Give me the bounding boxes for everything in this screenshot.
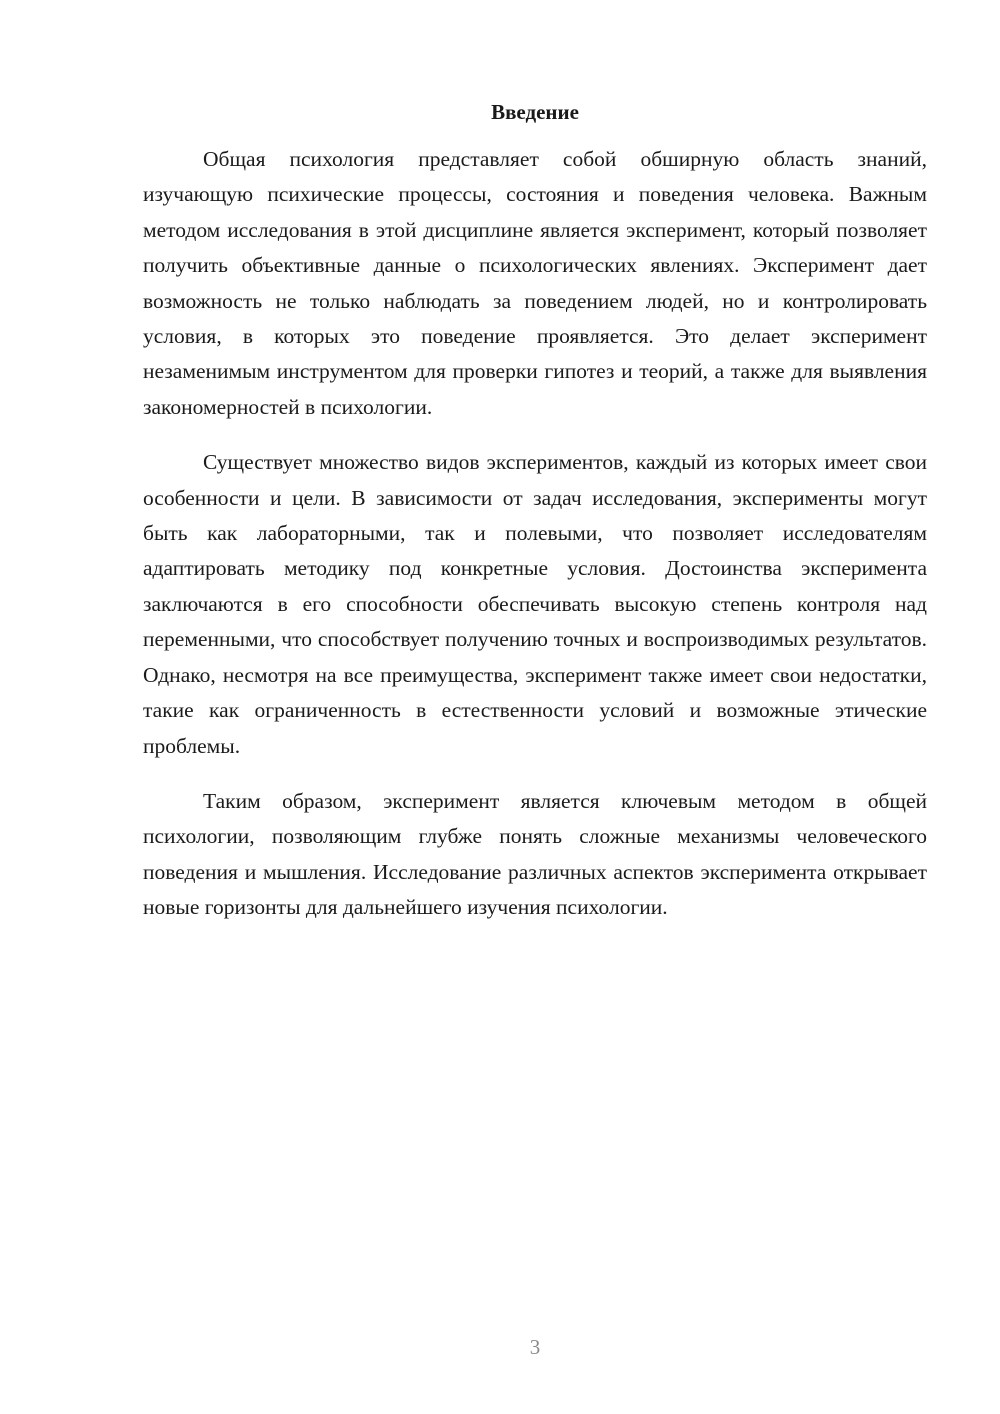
page-title: Введение — [491, 100, 579, 124]
paragraph-1: Общая психология представляет собой обширную область знаний, изучающую психические процессы, состояния и поведения человека. Важным методом исследования в этой дисциплине является эксперимент, который позволяет получить объективные данные о психологических явлениях. Эксперимент дает возможность не только наблюдать за поведением людей, но и контролировать условия, в которых это поведение проявляется. Это делает эксперимент незаменимым инструментом для проверки гипотез и теорий, а также для выявления закономерностей в психологии. — [143, 147, 927, 419]
document-body — [143, 142, 927, 946]
paragraph-3: Таким образом, эксперимент является ключевым методом в общей психологии, позволяющим глубже понять сложные механизмы человеческого поведения и мышления. Исследование различных аспектов эксперимента открывает новые горизонты для дальнейшего изучения психологии. — [143, 788, 927, 920]
page-number: 3 — [529, 1335, 541, 1359]
paragraph-2: Существует множество видов экспериментов, каждый из которых имеет свои особенности и цели. В зависимости от задач исследования, эксперименты могут быть как лабораторными, так и полевыми, что позволяет исследователям адаптировать методику под конкретные условия. Достоинства эксперимента заключаются в его способности обеспечивать высокую степень контроля над переменными, что способствует получению точных и воспроизводимых результатов. Однако, несмотря на все преимущества, эксперимент также имеет свои недостатки, такие как ограниченность в естественности условий и возможные этические проблемы. — [143, 450, 927, 758]
